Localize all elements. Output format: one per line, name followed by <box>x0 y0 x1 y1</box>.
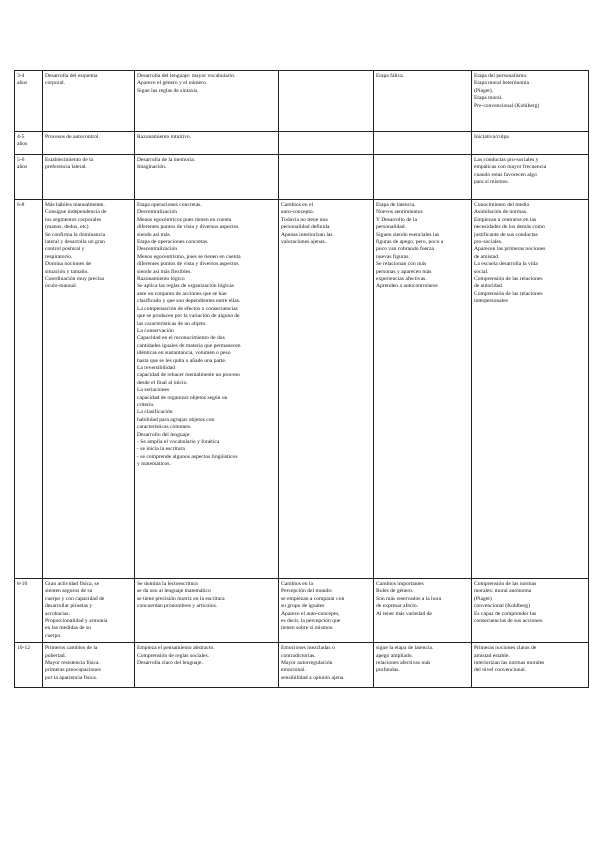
document-page <box>14 70 588 688</box>
cell-text-line: cuando estas favorecen algo <box>474 171 537 178</box>
affective-development-cell <box>374 579 472 643</box>
cell-text-line: por la apariencia física. <box>45 674 98 681</box>
cell-text-line: Aparece el género y el número. <box>137 80 208 87</box>
cell-text-line: - se inicia la escritura <box>137 446 185 453</box>
cell-text-line: diferentes puntos de vista y diversos aspectos <box>137 224 239 231</box>
cell-text-line: Consigue independencia de <box>45 209 107 216</box>
cell-text-line: Y Desarrollo de la <box>376 216 417 223</box>
cell-text-line: Desarrolla del esquema <box>45 73 98 79</box>
cell-text-line: Procesos de autocontrol. <box>45 134 100 140</box>
cell-text-line: cantidades iguales de materia que permanecen <box>137 342 241 349</box>
cell-text-line: Son más reservados a la hora <box>376 595 442 602</box>
cell-text-line: nuevas figuras. <box>376 253 410 260</box>
self-concept-cell <box>279 132 374 155</box>
development-stages-table <box>14 70 589 688</box>
motor-development-cell <box>43 132 135 155</box>
age-cell <box>15 643 43 688</box>
cell-text-line: Primeras nociones claras de <box>474 645 537 652</box>
cell-text-line: Roles de género. <box>376 588 414 595</box>
age-label: 6-8 <box>17 202 25 208</box>
age-cell <box>15 155 43 200</box>
cognitive-development-cell <box>135 579 279 643</box>
self-concept-cell <box>279 71 374 132</box>
cell-text-line: Menos egocéntricos pues tienen en cuenta <box>137 216 232 223</box>
cell-text-line: primeras preocupaciones <box>45 667 101 674</box>
cell-text-line: Mayor resistencia física. <box>45 660 100 667</box>
cell-text-line: Se domina la lectoescritura <box>137 581 198 587</box>
cell-text-line: Cambios en el <box>281 202 314 208</box>
cell-text-line: Cambios en la <box>281 581 314 587</box>
cell-text-line: Empieza el pensamiento abstracto. <box>137 645 215 652</box>
cell-text-line: contradictorias. <box>281 652 316 659</box>
cell-text-line: Descentralización <box>137 246 178 253</box>
cell-text-line: La escuela desarrolla la vida <box>474 261 538 268</box>
cell-text-line: emocional. <box>281 667 306 674</box>
cell-text-line: corporal. <box>45 80 66 87</box>
social-development-cell <box>472 643 589 688</box>
cell-text-line: los segmentos corporales <box>45 216 102 223</box>
cell-text-line: Empiezan a centrarse en las <box>474 216 537 223</box>
cell-text-line: Las conductas pro-sociales y <box>474 157 539 163</box>
cell-text-line: preferencia lateral. <box>45 164 87 171</box>
cognitive-development-cell <box>135 155 279 200</box>
cell-text-line: Apenas interiorizan las <box>281 231 333 238</box>
social-development-cell <box>472 71 589 132</box>
cell-text-line: relaciones afectivas más <box>376 660 431 667</box>
cell-text-line: diferentes puntos de vista y diversos aspectos <box>137 261 239 268</box>
age-label: 4-5 <box>17 134 25 140</box>
cell-text-line: sienten seguros de su <box>45 588 93 595</box>
table-row <box>15 200 589 579</box>
affective-development-cell <box>374 200 472 579</box>
cell-text-line: Etapa de operaciones concretas. <box>137 239 209 246</box>
cell-text-line: personalidad definida. <box>281 224 331 231</box>
cell-text-line: auto-concepto. <box>281 209 315 216</box>
cell-text-line: Etapa moral. <box>474 95 503 102</box>
cell-text-line: Etapa moral heterónoma <box>474 80 529 87</box>
cell-text-line: Etapa de latencia. <box>376 202 416 208</box>
cell-text-line: Desarrollo del lenguaje: <box>137 431 191 438</box>
cell-text-line: Proporcionalidad y armonía <box>45 618 108 625</box>
cell-text-line: que se producen por la variación de alguna de <box>137 313 240 320</box>
age-label: 5-6 <box>17 157 25 163</box>
cell-text-line: personas y aparecen más <box>376 268 432 275</box>
cell-text-line: lateral y desarrolla un gran <box>45 239 105 246</box>
cell-text-line: capacidad de organizar objetos según un <box>137 394 228 401</box>
cell-text-line: Capacidad en el reconocimiento de dos <box>137 335 225 342</box>
cell-text-line: social. <box>474 268 489 275</box>
cell-text-line: cuerpo. <box>45 632 62 639</box>
cell-text-line: Imaginación. <box>137 164 167 171</box>
cell-text-line: Asimilación de normas. <box>474 209 528 216</box>
motor-development-cell <box>43 71 135 132</box>
cell-text-line: para sí mismos. <box>474 179 509 186</box>
age-cell <box>15 71 43 132</box>
table-row <box>15 132 589 155</box>
cell-text-line: Iniciativa/culpa <box>474 134 509 140</box>
cell-text-line: Más hábiles manualmente. <box>45 202 105 208</box>
cell-text-line: La conservación <box>137 327 174 334</box>
affective-development-cell <box>374 71 472 132</box>
cell-text-line: Aprenden a autocontrolarse <box>376 283 438 290</box>
cell-text-line: convencional (Kohlberg) <box>474 603 530 610</box>
age-cell <box>15 132 43 155</box>
cell-text-line: acrobacias. <box>45 610 70 617</box>
age-label: años <box>17 141 28 148</box>
cell-text-line: Establecimiento de la <box>45 157 94 163</box>
cell-text-line: Gran actividad física, se <box>45 581 100 587</box>
cell-text-line: Todavía no tiene una <box>281 216 328 223</box>
affective-development-cell <box>374 643 472 688</box>
cell-text-line: respiratorio. <box>45 253 73 260</box>
cell-text-line: es decir, la percepción que <box>281 618 341 625</box>
cell-text-line: tienen sobre sí mismos. <box>281 625 334 632</box>
table-body <box>15 71 589 688</box>
cell-text-line: Sigue las reglas de sintaxis. <box>137 87 199 94</box>
cell-text-line: Desarrolla del lenguaje: mayor vocabulario. <box>137 73 236 79</box>
cell-text-line: La clasificación <box>137 409 173 416</box>
cell-text-line: Primeros cambios de la <box>45 645 98 652</box>
cell-text-line: Emociones mezcladas o <box>281 645 335 652</box>
motor-development-cell <box>43 200 135 579</box>
cognitive-development-cell <box>135 71 279 132</box>
cell-text-line: las características de un objeto. <box>137 320 207 327</box>
cell-text-line: criterio. <box>137 401 155 408</box>
table-row <box>15 579 589 643</box>
affective-development-cell <box>374 132 472 155</box>
cell-text-line: Desarrolla de la memoria. <box>137 157 196 163</box>
cell-text-line: Razonamiento lógico <box>137 276 185 283</box>
cell-text-line: Aparecen las primeras nociones <box>474 246 546 253</box>
cell-text-line: Nuevos sentimientos <box>376 209 423 216</box>
cell-text-line: Conocimiento del medio <box>474 202 530 208</box>
cell-text-line: amistad estable. <box>474 652 510 659</box>
motor-development-cell <box>43 643 135 688</box>
cell-text-line: poco van cobrando fuerza <box>376 246 434 253</box>
cell-text-line: Domina nociones de <box>45 261 91 268</box>
cell-text-line: (Piaget). <box>474 87 494 94</box>
self-concept-cell <box>279 579 374 643</box>
cell-text-line: Comprensión de las normas <box>474 581 537 587</box>
cell-text-line: pro-sociales. <box>474 239 503 246</box>
cell-text-line: capacidad de rehacer mentalmente un proceso <box>137 372 240 379</box>
cell-text-line: se tiene precisión motriz en la escritura <box>137 595 225 602</box>
self-concept-cell <box>279 200 374 579</box>
cell-text-line: La seriaciones <box>137 387 170 394</box>
cell-text-line: Razonamiento intuitivo. <box>137 134 192 140</box>
cell-text-line: de autoridad. <box>474 283 504 290</box>
affective-development-cell <box>374 155 472 200</box>
cell-text-line: Siguen siendo esenciales las <box>376 231 440 238</box>
cell-text-line: figuras de apego, pero, poco a <box>376 239 444 246</box>
cell-text-line: desde el final al inicio. <box>137 379 188 386</box>
cell-text-line: Etapa fálica. <box>376 73 404 79</box>
cell-text-line: consecuencias de sus acciones. <box>474 618 544 625</box>
cell-text-line: empáticas con mayor frecuencia <box>474 164 547 171</box>
cognitive-development-cell <box>135 643 279 688</box>
cell-text-line: Desarrolla claro del lenguaje. <box>137 660 203 667</box>
cell-text-line: cuerpo y con capacidad de <box>45 595 105 602</box>
cell-text-line: clasificado y que son dependientes entre ellas. <box>137 298 241 305</box>
age-cell <box>15 200 43 579</box>
cell-text-line: de expresar afecto. <box>376 603 419 610</box>
cell-text-line: habilidad para agrupar objetos con <box>137 416 215 423</box>
cell-text-line: Se aplica las reglas de organización lógicas <box>137 283 234 290</box>
cell-text-line: Al tener más variedad de <box>376 610 432 617</box>
cell-text-line: profundas. <box>376 667 400 674</box>
cell-text-line: interpersonales <box>474 298 508 305</box>
cell-text-line: concuerdan pronombres y artículos. <box>137 603 218 610</box>
social-development-cell <box>472 579 589 643</box>
age-label: 10-12 <box>17 645 31 652</box>
age-cell <box>15 579 43 643</box>
cell-text-line: Etapa operaciones concretas. <box>137 202 202 208</box>
age-label: 8-10 <box>17 581 28 587</box>
cell-text-line: La reversibilidad <box>137 364 176 371</box>
cell-text-line: justificante de sus conductas <box>474 231 538 238</box>
cell-text-line: se da uso al lenguaje matemático <box>137 588 211 595</box>
motor-development-cell <box>43 579 135 643</box>
cell-text-line: características comunes. <box>137 424 192 431</box>
cell-text-line: Etapa del personalismo. <box>474 73 528 79</box>
cell-text-line: necesidades de los demás como <box>474 224 545 231</box>
cell-text-line: (manos, dedos, etc) <box>45 224 89 231</box>
cell-text-line: experiencias afectivas. <box>376 276 427 283</box>
cell-text-line: - se comprende algunos aspectos lingüísticos <box>137 453 238 460</box>
cell-text-line: Descentralización <box>137 209 178 216</box>
social-development-cell <box>472 155 589 200</box>
cell-text-line: interiorizan las normas morales <box>474 660 545 667</box>
cell-text-line: Es capaz de comprender las <box>474 610 537 617</box>
table-row <box>15 155 589 200</box>
age-label: años <box>17 164 28 171</box>
cell-text-line: La compensación de efectos o consecuencias <box>137 305 238 312</box>
cell-text-line: morales: moral autónoma <box>474 588 532 595</box>
cell-text-line: ante un conjunto de acciones que se han <box>137 290 227 297</box>
cell-text-line: Aparece el auto-concepto, <box>281 610 340 617</box>
cell-text-line: - Se amplía el vocabulario y fonética <box>137 439 220 445</box>
cell-text-line: personalidad. <box>376 224 406 231</box>
cognitive-development-cell <box>135 132 279 155</box>
cell-text-line: situación y tamaño. <box>45 268 89 275</box>
self-concept-cell <box>279 643 374 688</box>
cell-text-line: Coordinación muy precisa <box>45 276 105 283</box>
table-row <box>15 643 589 688</box>
cell-text-line: idénticas en sustantancia, volumen o peso <box>137 350 231 357</box>
cell-text-line: pubertad. <box>45 652 66 659</box>
cell-text-line: sigue la etapa de latencia. <box>376 645 434 652</box>
cell-text-line: (Piaget) <box>474 595 492 602</box>
age-label: años <box>17 80 28 87</box>
cognitive-development-cell <box>135 200 279 579</box>
social-development-cell <box>472 200 589 579</box>
cell-text-line: del nivel convencional. <box>474 667 527 674</box>
table-row <box>15 71 589 132</box>
cell-text-line: óculo-manual. <box>45 283 78 290</box>
cell-text-line: Comprensión de reglas sociales. <box>137 652 210 659</box>
cell-text-line: valoraciones ajenas. <box>281 239 327 246</box>
cell-text-line: desarrollar piruetas y <box>45 603 93 610</box>
cell-text-line: Menos egocentrismo, pues se tienen en cuenta <box>137 253 241 260</box>
cell-text-line: Comprensión de las relaciones <box>474 290 543 297</box>
cell-text-line: en las medidas de su <box>45 625 91 632</box>
cell-text-line: control postural y <box>45 246 85 253</box>
cell-text-line: de amistad. <box>474 253 500 260</box>
cell-text-line: Percepción del mundo: <box>281 588 333 595</box>
cell-text-line: sensibilidad a opinión ajena. <box>281 674 345 681</box>
age-label: 3-4 <box>17 73 25 79</box>
self-concept-cell <box>279 155 374 200</box>
cell-text-line: apego ampliado. <box>376 652 413 659</box>
cell-text-line: hasta que se les quita o añade una parte. <box>137 357 227 364</box>
cell-text-line: siendo así más flexibles. <box>137 268 192 275</box>
cell-text-line: Mayor autorregulación <box>281 660 333 667</box>
cell-text-line: y matemáticos. <box>137 461 171 468</box>
cell-text-line: Comprensión de las relaciones <box>474 276 543 283</box>
cell-text-line: Cambios importantes <box>376 581 424 587</box>
cell-text-line: Se relacionan con más <box>376 261 427 268</box>
cell-text-line: siendo así más. <box>137 231 172 238</box>
cell-text-line: Pre-convencional (Kohlberg) <box>474 102 540 109</box>
social-development-cell <box>472 132 589 155</box>
cell-text-line: se empiezan a comparar con <box>281 595 345 602</box>
motor-development-cell <box>43 155 135 200</box>
cell-text-line: Se confirma la dominancia <box>45 231 106 238</box>
cell-text-line: su grupo de iguales <box>281 603 325 610</box>
